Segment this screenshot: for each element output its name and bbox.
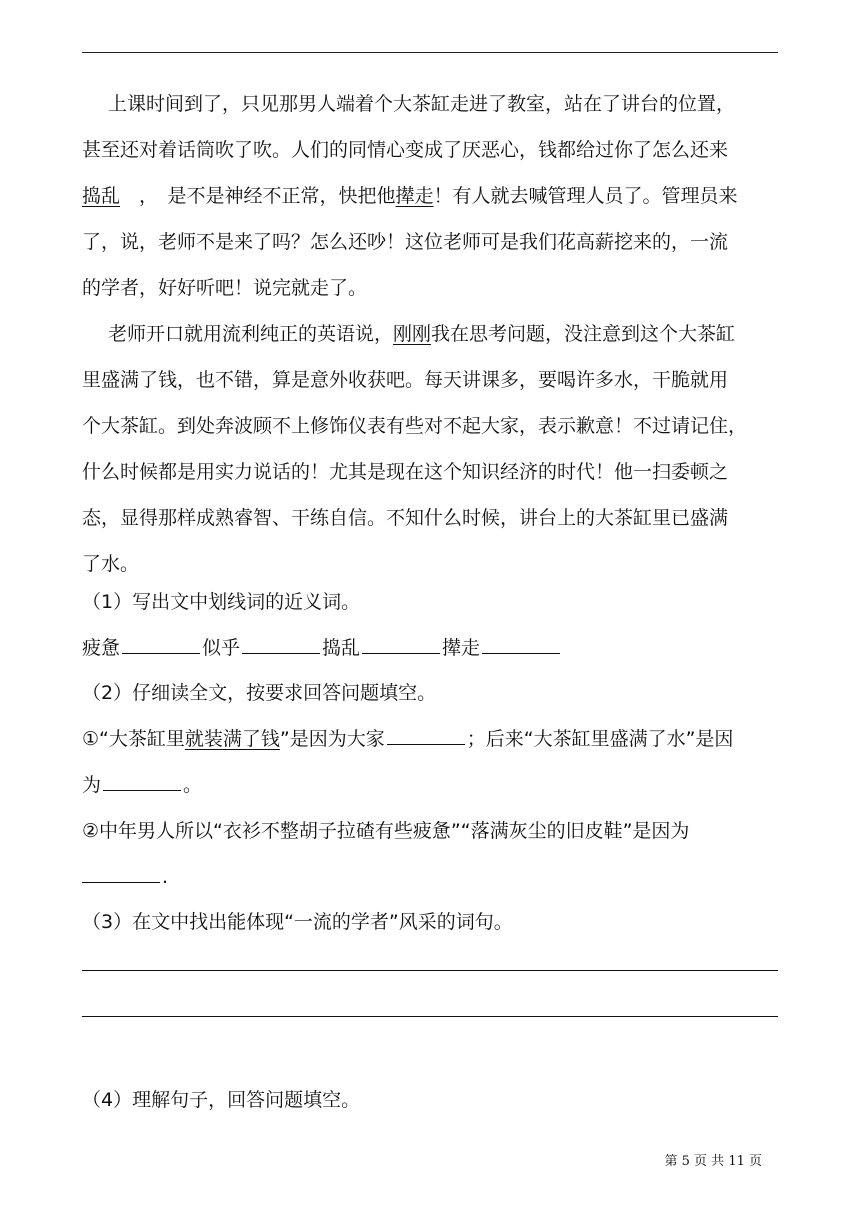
text-span: 为 — [82, 774, 102, 796]
answer-blank[interactable] — [482, 635, 560, 654]
word-label: 疲惫 — [82, 637, 121, 659]
passage-paragraph-1 — [82, 81, 782, 311]
question-title: （1）写出文中划线词的近义词。 — [82, 591, 361, 613]
text-span: ， 是不是神经不正常，快把他 — [120, 185, 396, 207]
text-line: 个大茶缸。到处奔波顾不上修饰仪表有些对不起大家，表示歉意！不过请记住， — [82, 415, 748, 437]
question-title: （3）在文中找出能体现“一流的学者”风采的词句。 — [82, 911, 513, 933]
text-span: 中年男人所以“衣衫不整胡子拉碴有些疲惫”“落满灰尘的旧皮鞋”是因为 — [99, 820, 690, 842]
answer-blank[interactable] — [242, 635, 320, 654]
text-line — [82, 173, 782, 219]
text-span: “大茶缸里 — [99, 728, 185, 750]
passage-paragraph-2 — [82, 311, 782, 587]
question-4 — [82, 1077, 782, 1123]
answer-blank[interactable] — [103, 772, 181, 791]
sub-question-a — [82, 716, 782, 762]
page-footer: 第 5 页 共 11 页 — [664, 1154, 762, 1169]
question-title: （2）仔细读全文，按要求回答问题填空。 — [82, 682, 437, 704]
answer-blank[interactable] — [362, 635, 440, 654]
text-span: 老师开口就用流利纯正的英语说， — [108, 323, 394, 345]
text-span: . — [162, 866, 169, 888]
text-line: 态，显得那样成熟睿智、干练自信。不知什么时候，讲台上的大茶缸里已盛满 — [82, 507, 729, 529]
text-line: 了水。 — [82, 553, 140, 575]
text-line: 里盛满了钱，也不错，算是意外收获吧。每天讲课多，要喝许多水，干脆就用 — [82, 369, 729, 391]
sub-question-b-cont — [82, 854, 782, 900]
question-title: （4）理解句子，回答问题填空。 — [82, 1089, 361, 1111]
answer-line[interactable] — [82, 1016, 778, 1017]
text-line: 甚至还对着话筒吹了吹。人们的同情心变成了厌恶心，钱都给过你了怎么还来 — [82, 139, 729, 161]
text-span: 我在思考问题，没注意到这个大茶缸 — [431, 323, 736, 345]
word-label: 似乎 — [202, 637, 241, 659]
underlined-word: 撵走 — [395, 185, 434, 207]
text-line: 了，说，老师不是来了吗？怎么还吵！这位老师可是我们花高薪挖来的，一流 — [82, 231, 729, 253]
answer-blank[interactable] — [387, 726, 465, 745]
sub-question-a-cont — [82, 762, 782, 808]
header-rule — [82, 52, 778, 53]
text-line: 什么时候都是用实力说话的！尤其是现在这个知识经济的时代！他一扫委顿之 — [82, 461, 729, 483]
text-span: ；后来“大茶缸里盛满了水”是因 — [466, 728, 734, 750]
text-line: 上课时间到了，只见那男人端着个大茶缸走进了教室，站在了讲台的位置， — [108, 93, 736, 115]
circled-number: ② — [82, 820, 100, 842]
text-span: ！有人就去喊管理人员了。管理员来 — [433, 185, 738, 207]
answer-blank[interactable] — [82, 864, 160, 883]
question-2 — [82, 670, 782, 900]
text-line: 的学者，好好听吧！说完就走了。 — [82, 277, 368, 299]
sub-question-b — [82, 808, 782, 854]
underlined-word: 刚刚 — [393, 323, 432, 345]
word-label: 撵走 — [442, 637, 481, 659]
word-label: 捣乱 — [322, 637, 361, 659]
circled-number: ① — [82, 728, 100, 750]
synonym-row — [82, 625, 782, 671]
underlined-phrase: 就装满了钱 — [184, 728, 280, 750]
answer-blank[interactable] — [122, 635, 200, 654]
answer-line[interactable] — [82, 970, 778, 971]
text-line — [82, 311, 782, 357]
text-span: ”是因为大家 — [279, 728, 385, 750]
question-1 — [82, 579, 782, 671]
underlined-word: 捣乱 — [82, 185, 121, 207]
text-span: 。 — [183, 774, 203, 796]
question-3 — [82, 899, 782, 945]
